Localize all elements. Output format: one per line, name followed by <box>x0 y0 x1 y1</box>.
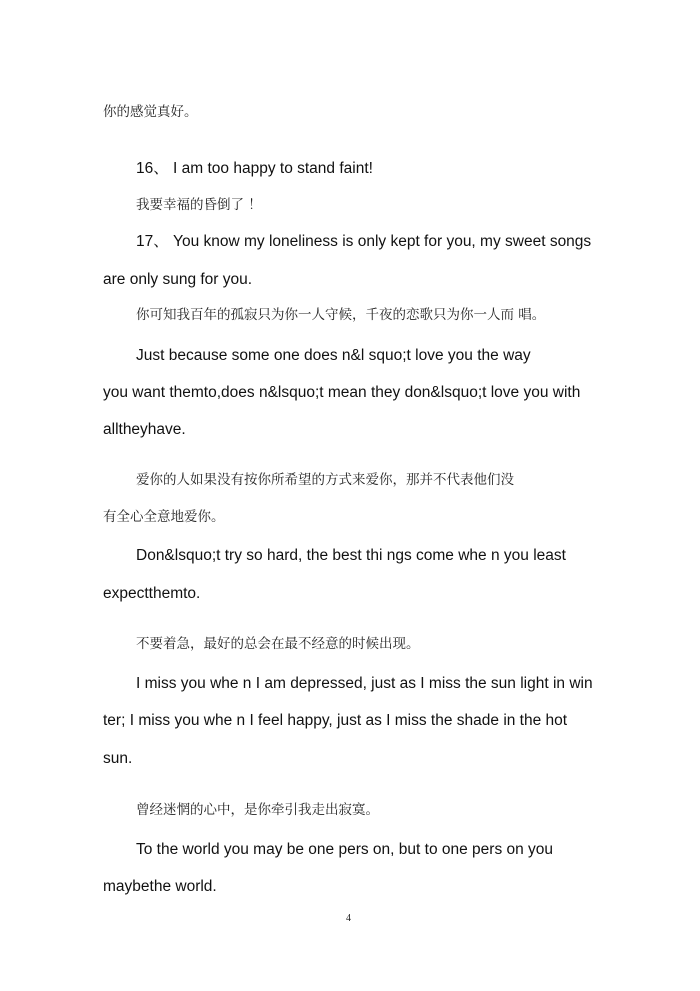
text-line-9: alltheyhave. <box>103 421 186 438</box>
text-line-1: 你的感觉真好。 <box>103 104 198 120</box>
text-line-5: are only sung for you. <box>103 271 253 288</box>
text-line-19: To the world you may be one pers on, but to one pers on you <box>136 841 554 858</box>
text-line-7: Just because some one does n&l squo;t love you the way <box>136 347 531 364</box>
text-line-3: 我要幸福的昏倒了 ！ <box>136 197 262 213</box>
text-line-13: expectthemto. <box>103 585 201 602</box>
text-line-2: 16、 I am too happy to stand faint! <box>136 160 373 177</box>
text-line-8: you want themto,does n&lsquo;t mean they don&lsquo;t love you with <box>103 384 581 401</box>
text-line-11: 有全心全意地爱你。 <box>103 509 225 525</box>
text-line-18: 曾经迷惘的心中，是你牵引我走出寂寞。 <box>136 802 379 818</box>
text-line-12: Don&lsquo;t try so hard, the best thi ngs come whe n you least <box>136 547 566 564</box>
text-line-17: sun. <box>103 750 133 767</box>
text-line-14: 不要着急，最好的总会在最不经意的时候出现。 <box>136 636 420 652</box>
text-line-10: 爱你的人如果没有按你所希望的方式来爱你，那并不代表他们没 <box>136 472 514 488</box>
text-line-20: maybethe world. <box>103 878 217 895</box>
text-line-6: 你可知我百年的孤寂只为你一人守候，千夜的恋歌只为你一人而 唱。 <box>136 307 546 323</box>
page-number: 4 <box>346 913 351 924</box>
text-line-15: I miss you whe n I am depressed, just as I miss the sun light in win <box>136 675 593 692</box>
text-line-4: 17、 You know my loneliness is only kept for you, my sweet songs <box>136 233 592 250</box>
text-line-16: ter; I miss you whe n I feel happy, just as I miss the shade in the hot <box>103 712 568 729</box>
